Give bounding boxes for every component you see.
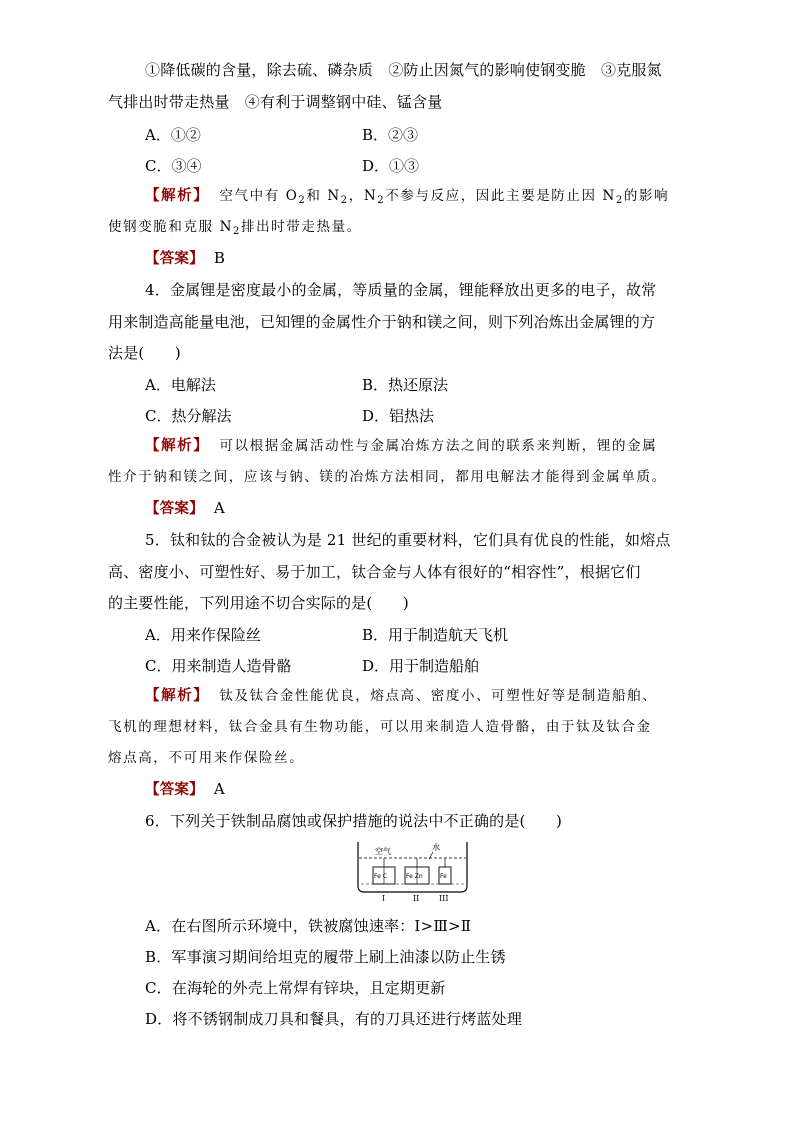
q5-explanation-line2: 飞机的理想材料，钛合金具有生物功能，可以用来制造人造骨骼，由于钛及钛合金 (108, 719, 652, 735)
answer-value: A (213, 499, 225, 517)
q4-option-b[interactable]: B．热还原法 (362, 376, 449, 394)
answer-label: 【答案】 (145, 781, 204, 798)
q6-option-b[interactable]: B．军事演习期间给坦克的履带上刷上油漆以防止生锈 (145, 948, 506, 966)
q4-options-row2 (0, 405, 600, 425)
q4-stem-line1: 4．金属锂是密度最小的金属，等质量的金属，锂能释放出更多的电子，故常 (145, 281, 657, 299)
water-label: 水 (432, 843, 440, 852)
q6-stem: 6．下列关于铁制品腐蚀或保护措施的说法中不正确的是( ) (145, 812, 563, 830)
q3-explanation-line2: 使钢变脆和克服 $N_2$排出时带走热量。 (108, 219, 362, 237)
explanation-label: 【解析】 (145, 437, 210, 454)
q5-options-row2 (0, 655, 600, 675)
q6-option-a[interactable]: A．在右图所示环境中，铁被腐蚀速率：Ⅰ>Ⅲ>Ⅱ (145, 917, 472, 935)
beaker-diagram (355, 840, 470, 902)
q4-option-a[interactable]: A．电解法 (145, 376, 216, 394)
air-label: 空气 (375, 847, 391, 856)
corrosion-figure (355, 840, 470, 902)
q3-answer (145, 248, 225, 269)
q5-stem-line2: 高、密度小、可塑性好、易于加工，钛合金与人体有很好的“相容性”，根据它们 (108, 563, 641, 581)
q5-option-d[interactable]: D．用于制造船舶 (362, 657, 480, 675)
q4-explanation-line2: 性介于钠和镁之间，应该与钠、镁的冶炼方法相同，都用电解法才能得到金属单质。 (108, 469, 667, 485)
q6-option-c[interactable]: C．在海轮的外壳上常焊有锌块，且定期更新 (145, 979, 446, 997)
q5-stem-line3: 的主要性能，下列用途不切合实际的是( ) (108, 594, 409, 612)
q3-option-d[interactable]: D．①③ (362, 157, 420, 175)
q3-options-row1 (0, 124, 600, 144)
q4-answer (145, 498, 225, 519)
q5-explanation-line3: 熔点高，不可用来作保险丝。 (108, 750, 305, 766)
answer-label: 【答案】 (145, 250, 204, 267)
roman-3: III (439, 894, 449, 902)
cell-3-label: Fe (440, 873, 447, 880)
q4-option-d[interactable]: D．铝热法 (362, 407, 435, 425)
roman-1: I (382, 894, 386, 902)
q3-stem-line2: 气排出时带走热量 ④有利于调整钢中硅、锰含量 (108, 93, 443, 111)
q5-options-row1 (0, 624, 600, 644)
q3-option-a[interactable]: A．①② (145, 126, 201, 144)
answer-label: 【答案】 (145, 500, 204, 517)
cell-2-label: Fe Zn (406, 873, 423, 880)
cell-1-label: Fe C (374, 873, 387, 880)
explanation-label: 【解析】 (145, 687, 210, 704)
roman-2: II (413, 894, 420, 902)
q4-explanation-line1: 【解析】 可以根据金属活动性与金属冶炼方法之间的联系来判断，锂的金属 (145, 437, 658, 454)
q4-stem-line3: 法是( ) (108, 344, 181, 362)
q4-stem-line2: 用来制造高能量电池，已知锂的金属性介于钠和镁之间，则下列冶炼出金属锂的方 (108, 313, 656, 331)
q3-options-row2 (0, 155, 600, 175)
q5-stem-line1: 5．钛和钛的合金被认为是 21 世纪的重要材料，它们具有优良的性能，如熔点 (145, 531, 671, 549)
q5-option-b[interactable]: B．用于制造航天飞机 (362, 626, 509, 644)
answer-value: A (213, 780, 225, 798)
q3-option-c[interactable]: C．③④ (145, 157, 202, 175)
answer-value: B (213, 249, 226, 267)
q4-option-c[interactable]: C．热分解法 (145, 407, 232, 425)
q5-option-a[interactable]: A．用来作保险丝 (145, 626, 261, 644)
q5-explanation-line1: 【解析】 钛及钛合金性能优良，熔点高、密度小、可塑性好等是制造船舶、 (145, 687, 658, 704)
q5-option-c[interactable]: C．用来制造人造骨骼 (145, 657, 292, 675)
q3-stem-line1: ①降低碳的含量，除去硫、磷杂质 ②防止因氮气的影响使钢变脆 ③克服氮 (145, 61, 662, 79)
q3-option-b[interactable]: B．②③ (362, 126, 419, 144)
q4-options-row1 (0, 374, 600, 394)
explanation-label: 【解析】 (145, 187, 210, 204)
q5-answer (145, 779, 225, 800)
q3-explanation-line1: 【解析】 空气中有 $O_2$和 $N_2$，$N_2$不参与反应，因此主要是防止因 $N_2$的影响 (145, 187, 670, 206)
q6-option-d[interactable]: D．将不锈钢制成刀具和餐具，有的刀具还进行烤蓝处理 (145, 1010, 523, 1028)
